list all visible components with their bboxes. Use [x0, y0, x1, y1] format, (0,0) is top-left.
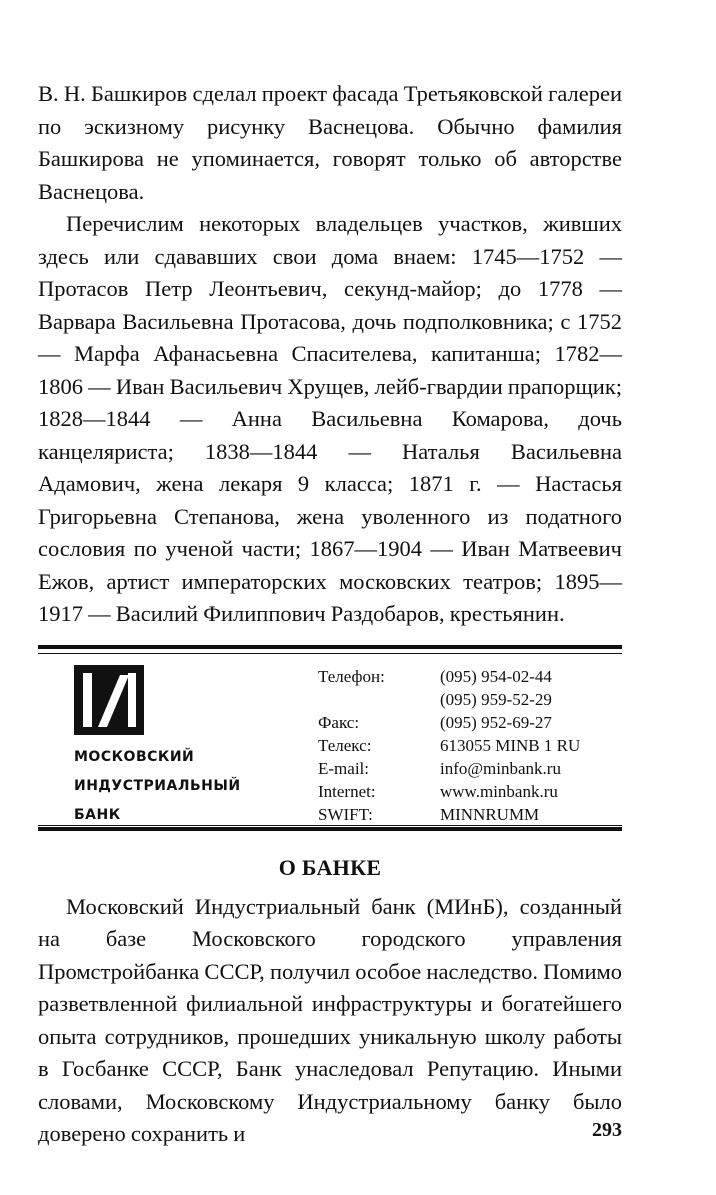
- bank-branding: [38, 665, 318, 825]
- bank-name-line: МОСКОВСКИЙ: [74, 748, 195, 765]
- paragraph-bashkirov: В. Н. Башкиров сделал проект фасада Третьяковской галереи по эскизному рисунку Васнецова. Обычно фамилия Башкирова не упоминается, говорят только об авторстве Васнецова.: [38, 81, 622, 204]
- bank-name-line: БАНК: [74, 806, 121, 823]
- ad-top-rule: [38, 645, 622, 649]
- contact-value: MINNRUMM: [440, 804, 540, 824]
- paragraph-about-bank: Московский Индустриальный банк (МИнБ), созданный на базе Московского городского управления Промстройбанка СССР, получил особое наследство. Помимо разветвленной филиальной инфраструктуры и богатейшего опыта сотрудников, прошедших уникальную школу работы в Госбанке СССР, Банк унаследовал Репутацию. Иными словами, Московскому Индустриальному банку было доверено сохранить и: [38, 893, 622, 1146]
- contact-row-email: [318, 757, 622, 780]
- ad-bottom-rule: [38, 827, 622, 831]
- page-content: [38, 78, 622, 1151]
- contact-row-phone-2: [318, 688, 622, 711]
- page-number: 293: [592, 1119, 622, 1141]
- contact-label: Телекс:: [318, 735, 372, 755]
- contact-value: (095) 959-52-29: [440, 689, 552, 709]
- contact-label: Телефон:: [318, 666, 385, 686]
- contact-label: E-mail:: [318, 758, 369, 778]
- contact-row-internet: [318, 780, 622, 803]
- contact-label: [318, 688, 440, 711]
- section-title: О БАНКЕ: [278, 854, 382, 880]
- contact-value: 613055 MINB 1 RU: [440, 735, 581, 755]
- contact-label: Факс:: [318, 712, 360, 732]
- bank-advertisement: [38, 649, 622, 825]
- bank-name-line: ИНДУСТРИАЛЬНЫЙ: [74, 777, 241, 794]
- contact-value: info@minbank.ru: [440, 758, 561, 778]
- paragraph-owners: Перечислим некоторых владельцев участков, живших здесь или сдававших свои дома внаем: 1745—1752 — Протасов Петр Леонтьевич, секунд-майор; до 1778 — Варвара Васильевна Протасова, дочь подполковника; с 1752 — Марфа Афанасьевна Спасителева, капитанша; 1782—1806 — Иван Васильевич Хрущев, лейб-гвардии прапорщик; 1828—1844 — Анна Васильевна Комарова, дочь канцеляриста; 1838—1844 — Наталья Васильевна Адамович, жена лекаря 9 класса; 1871 г. — Настасья Григорьевна Степанова, жена уволенного из податного сословия по ученой части; 1867—1904 — Иван Матвеевич Ежов, артист императорских московских театров; 1895—1917 — Василий Филиппович Раздобаров, крестьянин.: [38, 211, 622, 626]
- contact-value: (095) 954-02-44: [440, 666, 552, 686]
- contact-row-swift: [318, 803, 622, 826]
- contact-row-telex: [318, 734, 622, 757]
- contact-row-fax: [318, 711, 622, 734]
- contact-value: www.minbank.ru: [440, 781, 558, 801]
- bank-logo-icon: [74, 665, 144, 735]
- bank-name: [74, 743, 318, 830]
- contact-list: [318, 665, 622, 825]
- contact-value: (095) 952-69-27: [440, 712, 552, 732]
- contact-label: Internet:: [318, 781, 376, 801]
- contact-row-phone: [318, 665, 622, 688]
- contact-label: SWIFT:: [318, 804, 373, 824]
